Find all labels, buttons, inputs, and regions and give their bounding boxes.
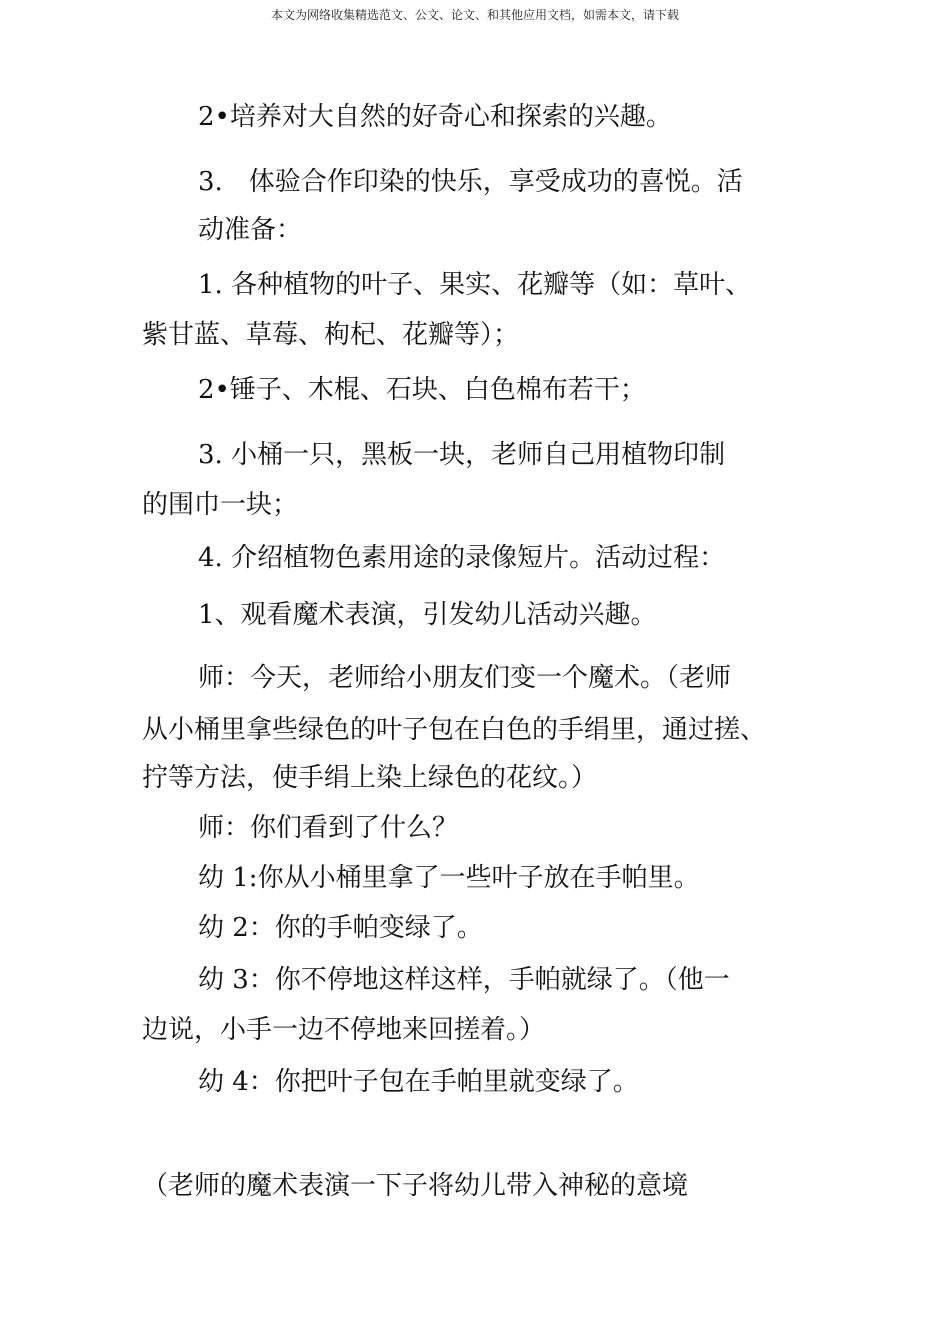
text-line-teacher-1-cont: 从小桶里拿些绿色的叶子包在白色的手绢里，通过搓、 bbox=[142, 715, 767, 745]
text-line-teacher-2: 师：你们看到了什么？ bbox=[198, 813, 459, 843]
text-line-goal-3: 3. 体验合作印染的快乐，享受成功的喜悦。活 bbox=[198, 167, 743, 197]
text-line-prep-1: 1. 各种植物的叶子、果实、花瓣等（如：草叶、 bbox=[198, 270, 752, 300]
text-line-child-2: 幼 2：你的手帕变绿了。 bbox=[198, 913, 483, 943]
text-line-child-3-cont: 边说，小手一边不停地来回搓着。） bbox=[142, 1015, 546, 1045]
text-line-child-3: 幼 3：你不停地这样这样，手帕就绿了。（他一 bbox=[198, 965, 730, 995]
text-line-child-1: 幼 1:你从小桶里拿了一些叶子放在手帕里。 bbox=[198, 863, 700, 893]
text-line-teacher-comment: （老师的魔术表演一下子将幼儿带入神秘的意境 bbox=[142, 1171, 689, 1201]
text-line-goal-2: 2•培养对大自然的好奇心和探索的兴趣。 bbox=[198, 102, 672, 132]
text-line-prep-1-cont: 紫甘蓝、草莓、枸杞、花瓣等）； bbox=[142, 320, 520, 350]
text-line-prep-3-cont: 的围巾一块； bbox=[142, 490, 299, 520]
text-line-teacher-1-cont-2: 拧等方法，使手绢上染上绿色的花纹。） bbox=[142, 763, 598, 793]
text-line-prep-2: 2•锤子、木棍、石块、白色棉布若干； bbox=[198, 375, 646, 405]
page-header-note: 本文为网络收集精选范文、公文、论文、和其他应用文档，如需本文，请下载 bbox=[270, 8, 679, 22]
text-line-process-1: 1、观看魔术表演，引发幼儿活动兴趣。 bbox=[198, 600, 657, 630]
text-line-prep-4: 4. 介绍植物色素用途的录像短片。活动过程： bbox=[198, 543, 726, 573]
text-line-child-4: 幼 4：你把叶子包在手帕里就变绿了。 bbox=[198, 1067, 639, 1097]
text-line-preparation-heading: 动准备： bbox=[198, 215, 303, 245]
text-line-teacher-1: 师：今天，老师给小朋友们变一个魔术。（老师 bbox=[198, 663, 732, 693]
text-line-prep-3: 3. 小桶一只，黑板一块，老师自己用植物印制 bbox=[198, 440, 726, 470]
